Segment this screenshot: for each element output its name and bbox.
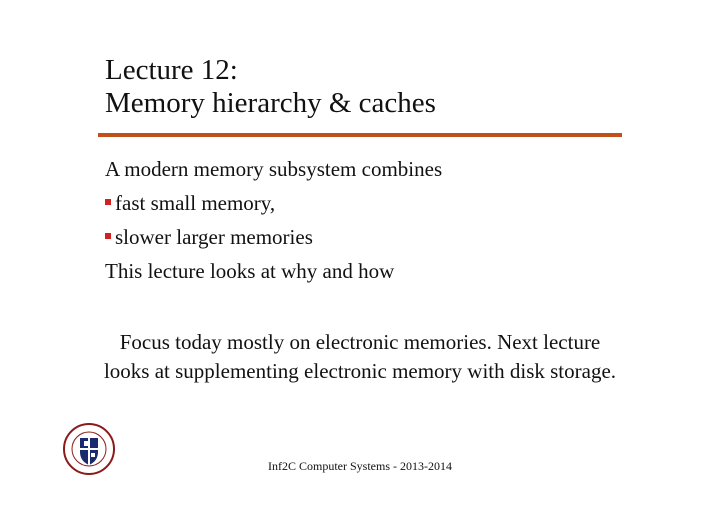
title-divider (98, 133, 622, 137)
square-bullet-icon (105, 199, 111, 205)
bullet-item (105, 190, 442, 224)
title-line-2: Memory hierarchy & caches (105, 87, 436, 119)
focus-paragraph: Focus today mostly on electronic memories. Next lecture looks at supplementing electronic memory with disk storage. (103, 330, 617, 383)
slide-footer: Inf2C Computer Systems - 2013-2014 (268, 459, 452, 473)
bullet-item (105, 224, 442, 258)
bullet-text: fast small memory, (115, 191, 276, 215)
summary-text: This lecture looks at why and how (105, 259, 395, 283)
title-line-1: Lecture 12: (105, 54, 238, 86)
square-bullet-icon (105, 233, 111, 239)
slide-title (105, 54, 436, 120)
intro-text: A modern memory subsystem combines (105, 157, 443, 181)
bullet-text: slower larger memories (115, 225, 313, 249)
slide-body (105, 156, 442, 292)
